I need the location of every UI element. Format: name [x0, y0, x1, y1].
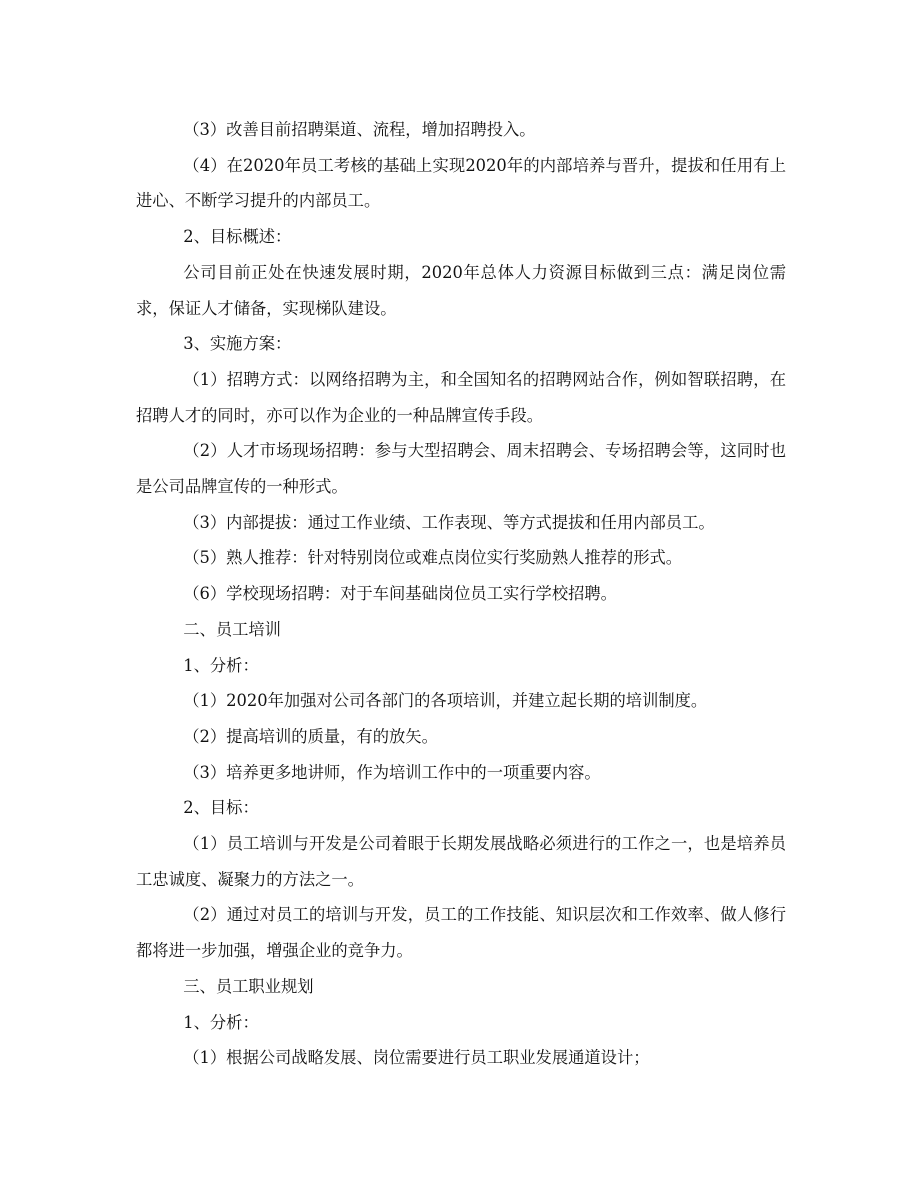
paragraph: （1）2020年加强对公司各部门的各项培训，并建立起长期的培训制度。	[183, 691, 708, 711]
section-heading: 2、目标概述：	[183, 227, 292, 247]
chapter-heading: 三、员工职业规划	[183, 976, 314, 996]
paragraph: （3）内部提拔：通过工作业绩、工作表现、等方式提拔和任用内部员工。	[183, 512, 715, 532]
chapter-heading: 二、员工培训	[183, 619, 281, 639]
paragraph: （1）根据公司战略发展、岗位需要进行员工职业发展通道设计；	[183, 1048, 650, 1068]
paragraph: 公司目前正处在快速发展时期，2020年总体人力资源目标做到三点：满足岗位需求，保证人才储备，实现梯队建设。	[136, 262, 786, 318]
paragraph: （3）改善目前招聘渠道、流程，增加招聘投入。	[183, 120, 536, 139]
paragraph: （1）员工培训与开发是公司着眼于长期发展战略必须进行的工作之一，也是培养员工忠诚度、凝聚力的方法之一。	[136, 834, 786, 889]
section-heading: 2、目标：	[183, 798, 259, 818]
paragraph: （2）人才市场现场招聘：参与大型招聘会、周末招聘会、专场招聘会等，这同时也是公司品牌宣传的一种形式。	[136, 441, 786, 497]
paragraph: （2）提高培训的质量，有的放矢。	[183, 726, 438, 746]
paragraph: （3）培养更多地讲师，作为培训工作中的一项重要内容。	[183, 762, 601, 782]
paragraph: （6）学校现场招聘：对于车间基础岗位员工实行学校招聘。	[183, 584, 617, 604]
paragraph: （4）在2020年员工考核的基础上实现2020年的内部培养与晋升，提拔和任用有上进心、不断学习提升的内部员工。	[136, 155, 786, 211]
paragraph: （1）招聘方式：以网络招聘为主，和全国知名的招聘网站合作，例如智联招聘，在招聘人才的同时，亦可以作为企业的一种品牌宣传手段。	[136, 369, 786, 425]
section-heading: 3、实施方案：	[183, 334, 292, 354]
paragraph: （2）通过对员工的培训与开发，员工的工作技能、知识层次和工作效率、做人修行都将进一步加强，增强企业的竞争力。	[136, 905, 786, 961]
paragraph: （5）熟人推荐：针对特别岗位或难点岗位实行奖励熟人推荐的形式。	[183, 548, 683, 568]
section-heading: 1、分析：	[183, 1012, 259, 1032]
section-heading: 1、分析：	[183, 655, 259, 675]
document-body	[136, 112, 786, 1076]
